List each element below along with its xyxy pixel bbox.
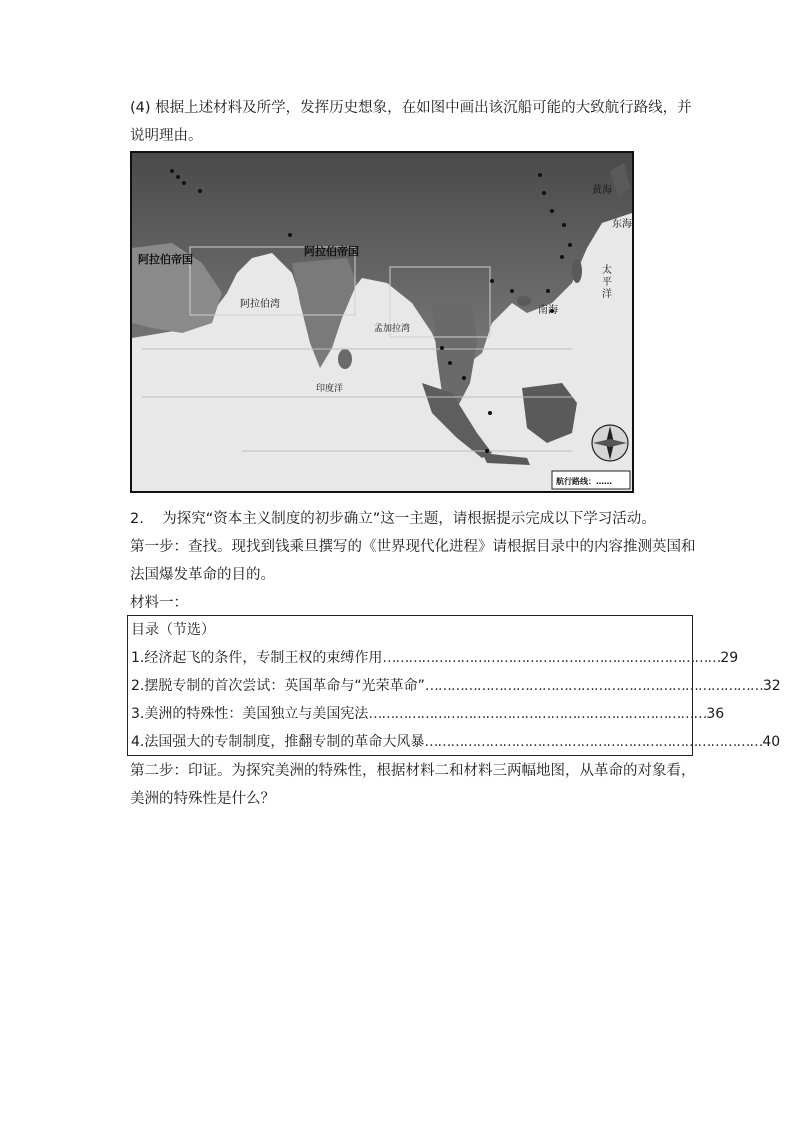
- step-1-text: 第一步：查找。现找到钱乘旦撰写的《世界现代化进程》请根据目录中的内容推测英国和法国爆发革命的目的。: [130, 539, 696, 583]
- toc-page-number: 32: [762, 678, 781, 694]
- toc-leader: ……………………………………………………………………: [424, 678, 763, 694]
- toc-leader: ……………………………………………………………………: [368, 706, 707, 722]
- toc-item-text: 2.摆脱专制的首次尝试：英国革命与“光荣革命”: [131, 678, 425, 694]
- toc-item-2: [131, 672, 781, 700]
- hainan: [517, 296, 531, 306]
- table-of-contents: [127, 615, 781, 756]
- label-east-sea: 东海: [612, 219, 632, 230]
- question-2: [130, 505, 700, 533]
- toc-item-text: 4.法国强大的专制制度，推翻专制的革命大风暴: [131, 734, 425, 750]
- label-pacific: 太平洋: [602, 265, 612, 300]
- material-1-label: 材料一：: [130, 595, 188, 611]
- step-2-text: 第二步：印证。为探究美洲的特殊性，根据材料二和材料三两幅地图，从革命的对象看，美洲的特殊性是什么？: [130, 763, 696, 807]
- toc-page-number: 29: [720, 650, 739, 666]
- label-persian-gulf: 阿拉伯湾: [240, 299, 280, 310]
- toc-leader: ……………………………………………………………………: [382, 650, 721, 666]
- historical-map: [130, 151, 634, 493]
- toc-item-1: [131, 644, 739, 672]
- label-indian-ocean: 印度洋: [316, 384, 344, 394]
- toc-item-text: 3.美洲的特殊性：美国独立与美国宪法: [131, 706, 369, 722]
- label-arab-empire-right: 阿拉伯帝国: [304, 245, 359, 258]
- toc-item-3: [131, 700, 725, 728]
- toc-page-number: 36: [706, 706, 725, 722]
- toc-leader: ……………………………………………………………………: [424, 734, 763, 750]
- label-bay-of-bengal: 孟加拉湾: [374, 324, 411, 334]
- label-yellow-sea: 黄海: [592, 185, 612, 196]
- label-arab-empire-left: 阿拉伯帝国: [138, 253, 193, 266]
- map-legend-text: 航行路线：……: [556, 477, 612, 486]
- question-2-number: 2.: [130, 511, 144, 527]
- taiwan: [572, 259, 582, 283]
- toc-item-text: 1.经济起飞的条件，专制王权的束缚作用: [131, 650, 383, 666]
- label-south-sea: 南海: [538, 305, 558, 316]
- compass-icon: [592, 425, 628, 461]
- toc-item-4: [131, 728, 781, 756]
- sri-lanka: [338, 349, 352, 369]
- question-4-text: (4) 根据上述材料及所学，发挥历史想象，在如图中画出该沉船可能的大致航行路线，并说明理由。: [130, 100, 692, 144]
- question-2-text: 为探究“资本主义制度的初步确立”这一主题，请根据提示完成以下学习活动。: [162, 511, 656, 527]
- toc-title: 目录（节选）: [131, 622, 215, 638]
- toc-page-number: 40: [762, 734, 781, 750]
